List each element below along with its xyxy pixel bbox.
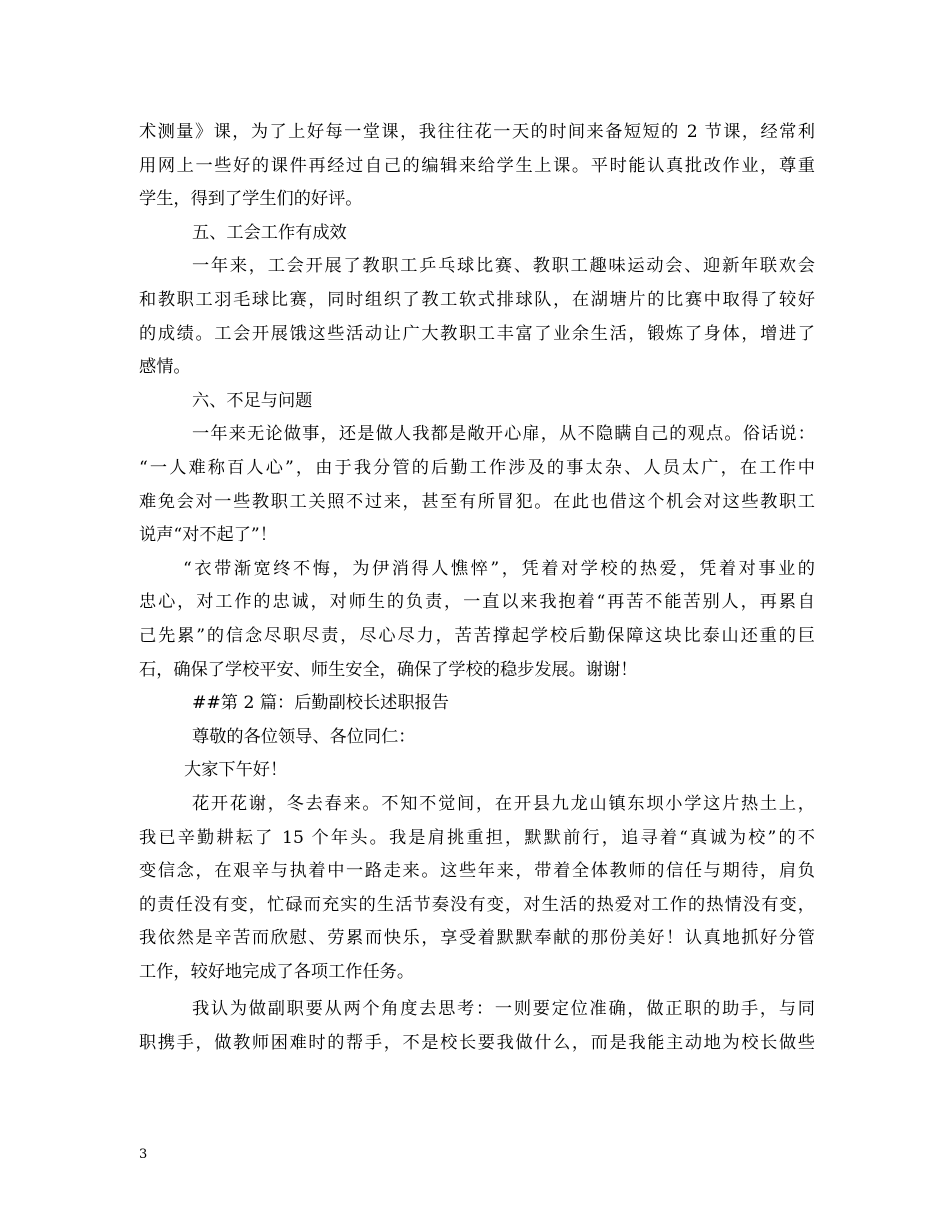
paragraph-line: 的成绩。工会开展饿这些活动让广大教职工丰富了业余生活，锻炼了身体，增进了 bbox=[139, 324, 815, 344]
paragraph-line: 感情。 bbox=[139, 357, 191, 377]
section-heading: 六、不足与问题 bbox=[192, 391, 313, 411]
paragraph-line: 学生，得到了学生们的好评。 bbox=[139, 189, 363, 209]
article-heading: ##第 2 篇：后勤副校长述职报告 bbox=[192, 693, 449, 713]
paragraph-line: 己先累”的信念尽职尽责，尽心尽力，苦苦撑起学校后勤保障这块比泰山还重的巨 bbox=[139, 626, 815, 646]
paragraph-line: 我已辛勤耕耘了 15 个年头。我是肩挑重担，默默前行，追寻着“真诚为校”的不 bbox=[139, 828, 815, 848]
paragraph-line: 我依然是辛苦而欣慰、劳累而快乐，享受着默默奉献的那份美好！认真地抓好分管 bbox=[139, 928, 815, 948]
paragraph-line: “衣带渐宽终不悔，为伊消得人憔悴”，凭着对学校的热爱，凭着对事业的 bbox=[183, 559, 815, 579]
paragraph-line: 一年来无论做事，还是做人我都是敞开心扉，从不隐瞒自己的观点。俗话说： bbox=[192, 424, 815, 444]
paragraph-line: 和教职工羽毛球比赛，同时组织了教工软式排球队，在湖塘片的比赛中取得了较好 bbox=[139, 290, 815, 310]
paragraph-line: 变信念，在艰辛与执着中一路走来。这些年来，带着全体教师的信任与期待，肩负 bbox=[139, 861, 815, 881]
paragraph-line: “一人难称百人心”，由于我分管的后勤工作涉及的事太杂、人员太广，在工作中 bbox=[139, 458, 815, 478]
paragraph-line: 工作，较好地完成了各项工作任务。 bbox=[139, 962, 415, 982]
paragraph-line: 职携手，做教师困难时的帮手，不是校长要我做什么，而是我能主动地为校长做些 bbox=[139, 1033, 815, 1053]
paragraph-line: 说声“对不起了”！ bbox=[139, 525, 277, 545]
paragraph-line: 难免会对一些教职工关照不过来，甚至有所冒犯。在此也借这个机会对这些教职工 bbox=[139, 492, 815, 512]
paragraph-line: 的责任没有变，忙碌而充实的生活节奏没有变，对生活的热爱对工作的热情没有变， bbox=[139, 895, 815, 915]
paragraph-line: 花开花谢，冬去春来。不知不觉间，在开县九龙山镇东坝小学这片热土上， bbox=[192, 794, 815, 814]
paragraph-line: 术测量》课，为了上好每一堂课，我往往花一天的时间来备短短的 2 节课，经常利 bbox=[139, 122, 815, 142]
salutation: 尊敬的各位领导、各位同仁： bbox=[192, 727, 416, 747]
paragraph-line: 一年来，工会开展了教职工乒乓球比赛、教职工趣味运动会、迎新年联欢会 bbox=[192, 256, 815, 276]
greeting: 大家下午好！ bbox=[184, 760, 288, 780]
paragraph-line: 我认为做副职要从两个角度去思考：一则要定位准确，做正职的助手，与同 bbox=[192, 999, 815, 1019]
paragraph-line: 用网上一些好的课件再经过自己的编辑来给学生上课。平时能认真批改作业，尊重 bbox=[139, 156, 815, 176]
paragraph-line: 忠心，对工作的忠诚，对师生的负责，一直以来我抱着“再苦不能苦别人，再累自 bbox=[139, 592, 815, 612]
paragraph-line: 石，确保了学校平安、师生安全，确保了学校的稳步发展。谢谢！ bbox=[139, 660, 638, 680]
page-number: 3 bbox=[139, 1147, 148, 1162]
section-heading: 五、工会工作有成效 bbox=[192, 223, 347, 243]
